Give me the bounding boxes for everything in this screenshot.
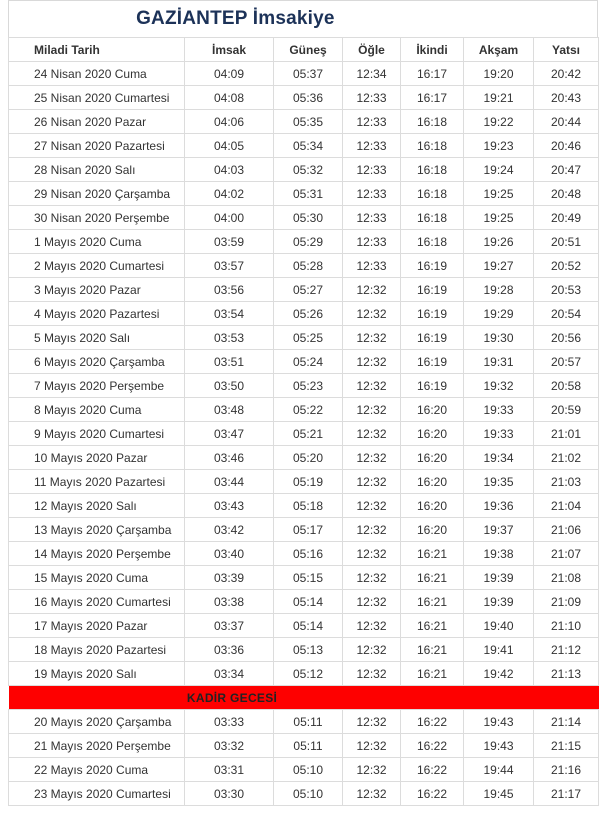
- time-cell: 19:25: [464, 182, 534, 206]
- time-cell: 20:44: [534, 110, 599, 134]
- time-cell: 12:32: [343, 734, 401, 758]
- column-header-akşam: Akşam: [464, 38, 534, 62]
- date-cell: 6 Mayıs 2020 Çarşamba: [9, 350, 185, 374]
- time-cell: 05:17: [274, 518, 343, 542]
- time-cell: 20:52: [534, 254, 599, 278]
- time-cell: 16:18: [401, 134, 464, 158]
- date-cell: 1 Mayıs 2020 Cuma: [9, 230, 185, 254]
- column-header-yatsı: Yatsı: [534, 38, 599, 62]
- time-cell: 19:35: [464, 470, 534, 494]
- time-cell: 12:32: [343, 710, 401, 734]
- date-cell: 11 Mayıs 2020 Pazartesi: [9, 470, 185, 494]
- table-row: [9, 662, 599, 686]
- time-cell: 20:54: [534, 302, 599, 326]
- time-cell: 20:49: [534, 206, 599, 230]
- time-cell: 19:40: [464, 614, 534, 638]
- time-cell: 05:36: [274, 86, 343, 110]
- time-cell: 03:32: [185, 734, 274, 758]
- time-cell: 19:30: [464, 326, 534, 350]
- time-cell: 16:19: [401, 302, 464, 326]
- time-cell: 03:38: [185, 590, 274, 614]
- time-cell: 16:19: [401, 326, 464, 350]
- table-row: [9, 566, 599, 590]
- time-cell: 05:31: [274, 182, 343, 206]
- time-cell: 12:32: [343, 326, 401, 350]
- time-cell: 05:27: [274, 278, 343, 302]
- table-row: [9, 374, 599, 398]
- time-cell: 19:23: [464, 134, 534, 158]
- date-cell: 17 Mayıs 2020 Pazar: [9, 614, 185, 638]
- time-cell: 16:20: [401, 470, 464, 494]
- time-cell: 12:32: [343, 518, 401, 542]
- time-cell: 12:32: [343, 302, 401, 326]
- time-cell: 05:13: [274, 638, 343, 662]
- time-cell: 03:50: [185, 374, 274, 398]
- table-row: [9, 62, 599, 86]
- time-cell: 12:32: [343, 278, 401, 302]
- time-cell: 20:51: [534, 230, 599, 254]
- time-cell: 21:09: [534, 590, 599, 614]
- time-cell: 20:53: [534, 278, 599, 302]
- table-row: [9, 134, 599, 158]
- time-cell: 16:21: [401, 566, 464, 590]
- time-cell: 21:08: [534, 566, 599, 590]
- date-cell: 29 Nisan 2020 Çarşamba: [9, 182, 185, 206]
- time-cell: 04:08: [185, 86, 274, 110]
- time-cell: 16:19: [401, 374, 464, 398]
- time-cell: 21:15: [534, 734, 599, 758]
- time-cell: 16:18: [401, 182, 464, 206]
- time-cell: 16:21: [401, 638, 464, 662]
- time-cell: 19:24: [464, 158, 534, 182]
- time-cell: 19:38: [464, 542, 534, 566]
- date-cell: 5 Mayıs 2020 Salı: [9, 326, 185, 350]
- time-cell: 04:03: [185, 158, 274, 182]
- time-cell: 05:10: [274, 758, 343, 782]
- time-cell: 05:32: [274, 158, 343, 182]
- time-cell: 03:39: [185, 566, 274, 590]
- time-cell: 05:35: [274, 110, 343, 134]
- date-cell: 4 Mayıs 2020 Pazartesi: [9, 302, 185, 326]
- time-cell: 03:46: [185, 446, 274, 470]
- time-cell: 04:05: [185, 134, 274, 158]
- time-cell: 05:12: [274, 662, 343, 686]
- time-cell: 12:33: [343, 158, 401, 182]
- date-cell: 21 Mayıs 2020 Perşembe: [9, 734, 185, 758]
- time-cell: 19:20: [464, 62, 534, 86]
- time-cell: 12:33: [343, 206, 401, 230]
- time-cell: 16:18: [401, 110, 464, 134]
- time-cell: 19:42: [464, 662, 534, 686]
- time-cell: 12:32: [343, 566, 401, 590]
- time-cell: 03:47: [185, 422, 274, 446]
- time-cell: 19:37: [464, 518, 534, 542]
- time-cell: 03:44: [185, 470, 274, 494]
- time-cell: 03:57: [185, 254, 274, 278]
- table-row: [9, 494, 599, 518]
- time-cell: 16:19: [401, 278, 464, 302]
- time-cell: 16:21: [401, 590, 464, 614]
- time-cell: 05:16: [274, 542, 343, 566]
- date-cell: 15 Mayıs 2020 Cuma: [9, 566, 185, 590]
- time-cell: 19:32: [464, 374, 534, 398]
- time-cell: 20:47: [534, 158, 599, 182]
- date-cell: 25 Nisan 2020 Cumartesi: [9, 86, 185, 110]
- time-cell: 12:33: [343, 86, 401, 110]
- time-cell: 03:54: [185, 302, 274, 326]
- page-title-bar: [8, 0, 598, 37]
- time-cell: 16:21: [401, 614, 464, 638]
- date-cell: 2 Mayıs 2020 Cumartesi: [9, 254, 185, 278]
- date-cell: 14 Mayıs 2020 Perşembe: [9, 542, 185, 566]
- time-cell: 20:59: [534, 398, 599, 422]
- time-cell: 05:34: [274, 134, 343, 158]
- date-cell: 23 Mayıs 2020 Cumartesi: [9, 782, 185, 806]
- time-cell: 03:37: [185, 614, 274, 638]
- date-cell: 24 Nisan 2020 Cuma: [9, 62, 185, 86]
- table-row: [9, 590, 599, 614]
- time-cell: 04:00: [185, 206, 274, 230]
- time-cell: 03:56: [185, 278, 274, 302]
- time-cell: 19:44: [464, 758, 534, 782]
- table-row: [9, 398, 599, 422]
- date-cell: 10 Mayıs 2020 Pazar: [9, 446, 185, 470]
- time-cell: 19:33: [464, 398, 534, 422]
- time-cell: 12:33: [343, 254, 401, 278]
- time-cell: 19:33: [464, 422, 534, 446]
- time-cell: 03:48: [185, 398, 274, 422]
- time-cell: 04:02: [185, 182, 274, 206]
- time-cell: 12:33: [343, 134, 401, 158]
- time-cell: 21:02: [534, 446, 599, 470]
- time-cell: 05:28: [274, 254, 343, 278]
- column-header-i̇kindi: İkindi: [401, 38, 464, 62]
- time-cell: 12:32: [343, 590, 401, 614]
- imsakiye-card: [8, 0, 598, 806]
- time-cell: 20:48: [534, 182, 599, 206]
- time-cell: 03:40: [185, 542, 274, 566]
- table-header-row: [9, 38, 599, 62]
- time-cell: 16:22: [401, 710, 464, 734]
- time-cell: 12:32: [343, 446, 401, 470]
- table-row: [9, 206, 599, 230]
- table-row: [9, 158, 599, 182]
- table-row: [9, 734, 599, 758]
- time-cell: 05:25: [274, 326, 343, 350]
- date-cell: 19 Mayıs 2020 Salı: [9, 662, 185, 686]
- time-cell: 19:36: [464, 494, 534, 518]
- time-cell: 03:33: [185, 710, 274, 734]
- time-cell: 03:51: [185, 350, 274, 374]
- table-row: [9, 470, 599, 494]
- time-cell: 12:32: [343, 662, 401, 686]
- time-cell: 16:18: [401, 230, 464, 254]
- date-cell: 20 Mayıs 2020 Çarşamba: [9, 710, 185, 734]
- time-cell: 16:20: [401, 422, 464, 446]
- table-row: [9, 446, 599, 470]
- date-cell: 26 Nisan 2020 Pazar: [9, 110, 185, 134]
- time-cell: 16:20: [401, 446, 464, 470]
- time-cell: 20:57: [534, 350, 599, 374]
- time-cell: 21:04: [534, 494, 599, 518]
- time-cell: 16:17: [401, 62, 464, 86]
- time-cell: 16:22: [401, 758, 464, 782]
- time-cell: 03:59: [185, 230, 274, 254]
- time-cell: 12:32: [343, 470, 401, 494]
- time-cell: 19:45: [464, 782, 534, 806]
- time-cell: 12:32: [343, 350, 401, 374]
- time-cell: 16:20: [401, 518, 464, 542]
- time-cell: 12:34: [343, 62, 401, 86]
- time-cell: 05:24: [274, 350, 343, 374]
- time-cell: 21:06: [534, 518, 599, 542]
- time-cell: 05:21: [274, 422, 343, 446]
- time-cell: 20:43: [534, 86, 599, 110]
- time-cell: 12:32: [343, 758, 401, 782]
- time-cell: 19:29: [464, 302, 534, 326]
- date-cell: 30 Nisan 2020 Perşembe: [9, 206, 185, 230]
- time-cell: 16:19: [401, 350, 464, 374]
- time-cell: 16:17: [401, 86, 464, 110]
- table-row: [9, 710, 599, 734]
- time-cell: 19:31: [464, 350, 534, 374]
- time-cell: 04:06: [185, 110, 274, 134]
- kadir-gecesi-label: KADİR GECESİ: [186, 690, 278, 705]
- time-cell: 21:14: [534, 710, 599, 734]
- time-cell: 03:34: [185, 662, 274, 686]
- time-cell: 20:56: [534, 326, 599, 350]
- time-cell: 19:27: [464, 254, 534, 278]
- date-cell: 27 Nisan 2020 Pazartesi: [9, 134, 185, 158]
- time-cell: 16:21: [401, 542, 464, 566]
- time-cell: 05:37: [274, 62, 343, 86]
- table-row: [9, 518, 599, 542]
- time-cell: 05:18: [274, 494, 343, 518]
- date-cell: 3 Mayıs 2020 Pazar: [9, 278, 185, 302]
- column-header-i̇msak: İmsak: [185, 38, 274, 62]
- time-cell: 12:33: [343, 230, 401, 254]
- date-cell: 16 Mayıs 2020 Cumartesi: [9, 590, 185, 614]
- time-cell: 21:03: [534, 470, 599, 494]
- time-cell: 19:25: [464, 206, 534, 230]
- time-cell: 21:12: [534, 638, 599, 662]
- date-cell: 28 Nisan 2020 Salı: [9, 158, 185, 182]
- table-body: [9, 62, 599, 806]
- time-cell: 05:14: [274, 614, 343, 638]
- time-cell: 16:20: [401, 494, 464, 518]
- time-cell: 16:22: [401, 734, 464, 758]
- kadir-gecesi-banner-cell: [9, 686, 599, 710]
- time-cell: 12:33: [343, 182, 401, 206]
- table-row: [9, 350, 599, 374]
- time-cell: 03:30: [185, 782, 274, 806]
- table-row: [9, 638, 599, 662]
- time-cell: 05:10: [274, 782, 343, 806]
- table-row: [9, 86, 599, 110]
- time-cell: 12:32: [343, 374, 401, 398]
- prayer-times-table: [8, 37, 599, 806]
- time-cell: 21:16: [534, 758, 599, 782]
- column-header-miladi-tarih: Miladi Tarih: [9, 38, 185, 62]
- table-row: [9, 278, 599, 302]
- time-cell: 21:13: [534, 662, 599, 686]
- table-row: [9, 230, 599, 254]
- table-row: [9, 110, 599, 134]
- time-cell: 03:36: [185, 638, 274, 662]
- time-cell: 19:34: [464, 446, 534, 470]
- time-cell: 19:22: [464, 110, 534, 134]
- date-cell: 22 Mayıs 2020 Cuma: [9, 758, 185, 782]
- column-header-öğle: Öğle: [343, 38, 401, 62]
- time-cell: 19:43: [464, 710, 534, 734]
- table-row: [9, 758, 599, 782]
- time-cell: 03:43: [185, 494, 274, 518]
- table-row: [9, 302, 599, 326]
- time-cell: 12:33: [343, 110, 401, 134]
- time-cell: 05:26: [274, 302, 343, 326]
- time-cell: 19:28: [464, 278, 534, 302]
- time-cell: 12:32: [343, 542, 401, 566]
- kadir-gecesi-banner: [9, 686, 599, 709]
- page-title: GAZİANTEP İmsakiye: [136, 8, 335, 29]
- time-cell: 21:01: [534, 422, 599, 446]
- time-cell: 12:32: [343, 422, 401, 446]
- time-cell: 21:07: [534, 542, 599, 566]
- time-cell: 12:32: [343, 398, 401, 422]
- time-cell: 16:21: [401, 662, 464, 686]
- time-cell: 19:21: [464, 86, 534, 110]
- time-cell: 20:46: [534, 134, 599, 158]
- date-cell: 8 Mayıs 2020 Cuma: [9, 398, 185, 422]
- time-cell: 20:42: [534, 62, 599, 86]
- kadir-gecesi-banner-row: [9, 686, 599, 710]
- table-row: [9, 254, 599, 278]
- time-cell: 05:20: [274, 446, 343, 470]
- time-cell: 12:32: [343, 638, 401, 662]
- time-cell: 16:22: [401, 782, 464, 806]
- time-cell: 05:30: [274, 206, 343, 230]
- date-cell: 9 Mayıs 2020 Cumartesi: [9, 422, 185, 446]
- time-cell: 04:09: [185, 62, 274, 86]
- time-cell: 05:29: [274, 230, 343, 254]
- date-cell: 13 Mayıs 2020 Çarşamba: [9, 518, 185, 542]
- time-cell: 03:42: [185, 518, 274, 542]
- time-cell: 21:17: [534, 782, 599, 806]
- time-cell: 16:18: [401, 206, 464, 230]
- time-cell: 05:22: [274, 398, 343, 422]
- column-header-güneş: Güneş: [274, 38, 343, 62]
- time-cell: 12:32: [343, 494, 401, 518]
- time-cell: 05:15: [274, 566, 343, 590]
- time-cell: 19:39: [464, 590, 534, 614]
- kadir-gecesi-label-wrap: [9, 691, 465, 705]
- table-row: [9, 542, 599, 566]
- time-cell: 19:41: [464, 638, 534, 662]
- table-row: [9, 614, 599, 638]
- time-cell: 19:26: [464, 230, 534, 254]
- table-row: [9, 422, 599, 446]
- table-row: [9, 182, 599, 206]
- time-cell: 21:10: [534, 614, 599, 638]
- date-cell: 12 Mayıs 2020 Salı: [9, 494, 185, 518]
- time-cell: 05:23: [274, 374, 343, 398]
- time-cell: 12:32: [343, 782, 401, 806]
- time-cell: 05:11: [274, 734, 343, 758]
- time-cell: 16:18: [401, 158, 464, 182]
- time-cell: 20:58: [534, 374, 599, 398]
- time-cell: 05:11: [274, 710, 343, 734]
- time-cell: 03:53: [185, 326, 274, 350]
- date-cell: 18 Mayıs 2020 Pazartesi: [9, 638, 185, 662]
- time-cell: 16:19: [401, 254, 464, 278]
- time-cell: 19:43: [464, 734, 534, 758]
- time-cell: 12:32: [343, 614, 401, 638]
- table-row: [9, 326, 599, 350]
- time-cell: 05:14: [274, 590, 343, 614]
- date-cell: 7 Mayıs 2020 Perşembe: [9, 374, 185, 398]
- time-cell: 05:19: [274, 470, 343, 494]
- table-row: [9, 782, 599, 806]
- time-cell: 19:39: [464, 566, 534, 590]
- time-cell: 16:20: [401, 398, 464, 422]
- time-cell: 03:31: [185, 758, 274, 782]
